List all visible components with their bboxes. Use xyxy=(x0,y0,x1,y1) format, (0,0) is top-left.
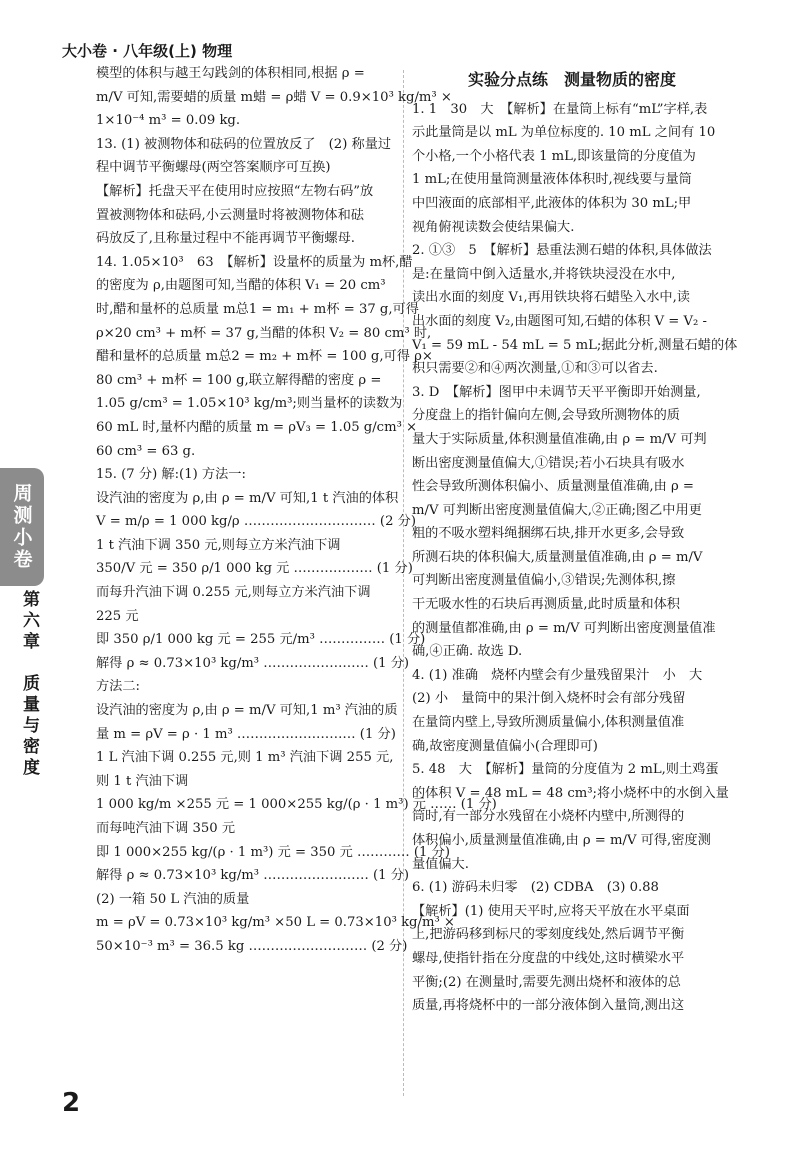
text-line: 可判断出密度测量值偏小,③错误;先测体积,擦 xyxy=(412,573,676,589)
text-line: 2. ①③ 5 【解析】悬重法测石蜡的体积,具体做法 xyxy=(412,243,712,259)
text-line: V₁ = 59 mL - 54 mL = 5 mL;据此分析,测量石蜡的体 xyxy=(412,337,738,353)
text-line: 350/V 元 = 350 ρ/1 000 kg 元 ……………… (1 分) xyxy=(96,561,413,577)
text-line: 程中调节平衡螺母(两空答案顺序可互换) xyxy=(96,160,331,176)
chapter-label: 第六章 质量与密度 xyxy=(19,590,39,779)
text-line: 1.05 g/cm³ = 1.05×10³ kg/m³;则当量杯的读数为 xyxy=(96,396,403,412)
section-title: 实验分点练 测量物质的密度 xyxy=(467,70,676,89)
text-line: 出水面的刻度 V₂,由题图可知,石蜡的体积 V = V₂ - xyxy=(412,313,707,329)
text-line: 60 mL 时,量杯内醋的质量 m = ρV₃ = 1.05 g/cm³ × xyxy=(96,419,418,435)
text-line: (2) 小 量筒中的果汁倒入烧杯时会有部分残留 xyxy=(412,691,686,707)
text-line: 中凹液面的底部相平,此液体的体积为 30 mL;甲 xyxy=(412,195,692,211)
text-line: 80 cm³ + m杯 = 100 g,联立解得醋的密度 ρ = xyxy=(96,372,382,388)
text-line: 即 350 ρ/1 000 kg 元 = 255 元/m³ …………… (1 分) xyxy=(96,632,426,648)
text-line: 3. D 【解析】图甲中未调节天平平衡即开始测量, xyxy=(412,384,701,400)
text-line: 分度盘上的指针偏向左侧,会导致所测物体的质 xyxy=(412,408,680,424)
text-line: 筒时,有一部分水残留在小烧杯内壁中,所测得的 xyxy=(412,809,685,825)
right-column xyxy=(412,62,738,1018)
text-line: 在量筒内壁上,导致所测质量偏小,体积测量值准 xyxy=(412,715,685,731)
text-line: m/V 可判断出密度测量值偏大,②正确;图乙中用更 xyxy=(412,502,702,518)
text-line: 模型的体积与越王勾践剑的体积相同,根据 ρ = xyxy=(96,66,365,81)
text-line: 而每吨汽油下调 350 元 xyxy=(96,821,236,836)
text-line: 1×10⁻⁴ m³ = 0.09 kg. xyxy=(96,113,241,129)
text-line: (2) 一箱 50 L 汽油的质量 xyxy=(96,891,250,907)
text-line: 1 mL;在使用量筒测量液体体积时,视线要与量筒 xyxy=(412,172,692,188)
text-line: 粗的不吸水塑料绳捆绑石块,排开水更多,会导致 xyxy=(412,526,685,542)
text-line: 性会导致所测体积偏小、质量测量值准确,由 ρ = xyxy=(412,479,694,495)
text-line: 而每升汽油下调 0.255 元,则每立方米汽油下调 xyxy=(96,585,371,601)
right-column-lines xyxy=(412,98,738,1018)
text-line: 设汽油的密度为 ρ,由 ρ = m/V 可知,1 t 汽油的体积 xyxy=(96,490,399,506)
text-line: 13. (1) 被测物体和砝码的位置放反了 (2) 称量过 xyxy=(96,136,392,152)
text-line: 1 000 kg/m ×255 元 = 1 000×255 kg/(ρ · 1 m³) 元 …… (1 分) xyxy=(96,797,497,813)
text-line: 设汽油的密度为 ρ,由 ρ = m/V 可知,1 m³ 汽油的质 xyxy=(96,703,398,719)
text-line: 码放反了,且称量过程中不能再调节平衡螺母. xyxy=(96,231,355,247)
text-line: 时,醋和量杯的总质量 m总1 = m₁ + m杯 = 37 g,可得 xyxy=(96,301,419,317)
text-line: 质量,再将烧杯中的一部分液体倒入量筒,测出这 xyxy=(412,998,685,1014)
text-line: 5. 48 大 【解析】量筒的分度值为 2 mL,则土鸡蛋 xyxy=(412,762,719,778)
text-line: 50×10⁻³ m³ = 36.5 kg ……………………… (2 分) xyxy=(96,938,408,954)
text-line: 1 L 汽油下调 0.255 元,则 1 m³ 汽油下调 255 元, xyxy=(96,750,394,766)
text-line: 解得 ρ ≈ 0.73×10³ kg/m³ …………………… (1 分) xyxy=(96,868,410,884)
text-line: 螺母,使指针指在分度盘的中线处,这时横梁水平 xyxy=(412,950,685,966)
text-line: m/V 可知,需要蜡的质量 m蜡 = ρ蜡 V = 0.9×10³ kg/m³ × xyxy=(96,89,452,105)
text-line: 个小格,一个小格代表 1 mL,即该量筒的分度值为 xyxy=(412,148,696,164)
text-line: 15. (7 分) 解:(1) 方法一: xyxy=(96,467,246,483)
text-line: V = m/ρ = 1 000 kg/ρ ………………………… (2 分) xyxy=(96,514,416,530)
text-line: 醋和量杯的总质量 m总2 = m₂ + m杯 = 100 g,可得 ρ× xyxy=(96,349,433,365)
text-line: 【解析】(1) 使用天平时,应将天平放在水平桌面 xyxy=(412,903,690,919)
text-line: 方法二: xyxy=(96,679,141,695)
text-line: 解得 ρ ≈ 0.73×10³ kg/m³ …………………… (1 分) xyxy=(96,655,410,671)
side-tab: 周测小卷 xyxy=(0,468,44,586)
text-line: 量值偏大. xyxy=(412,856,469,872)
text-line: 体积偏小,质量测量值准确,由 ρ = m/V 可得,密度测 xyxy=(412,833,711,848)
text-line: ρ×20 cm³ + m杯 = 37 g,当醋的体积 V₂ = 80 cm³ 时, xyxy=(96,325,432,341)
text-line: 积只需要②和④两次测量,①和③可以省去. xyxy=(412,361,658,377)
text-line: 确,故密度测量值偏小(合理即可) xyxy=(412,738,598,754)
text-line: 的密度为 ρ,由题图可知,当醋的体积 V₁ = 20 cm³ xyxy=(96,278,386,294)
text-line: 上,把游码移到标尺的零刻度线处,然后调节平衡 xyxy=(412,927,685,943)
text-line: 置被测物体和砝码,小云测量时将被测物体和砝 xyxy=(96,207,364,223)
text-line: 示此量筒是以 mL 为单位标度的. 10 mL 之间有 10 xyxy=(412,125,716,141)
running-header: 大小卷 · 八年级(上) 物理 xyxy=(62,42,233,60)
text-line: 即 1 000×255 kg/(ρ · 1 m³) 元 = 350 元 ………… (1 分) xyxy=(96,844,450,860)
text-line: 4. (1) 准确 烧杯内壁会有少量残留果汁 小 大 xyxy=(412,667,703,683)
text-line: 读出水面的刻度 V₁,再用铁块将石蜡坠入水中,读 xyxy=(412,290,690,306)
text-line: 1 t 汽油下调 350 元,则每立方米汽油下调 xyxy=(96,537,341,553)
page-number: 2 xyxy=(62,1088,81,1118)
text-line: 1. 1 30 大 【解析】在量筒上标有“mL”字样,表 xyxy=(412,101,708,117)
text-line: 【解析】托盘天平在使用时应按照“左物右码”放 xyxy=(96,183,374,199)
text-line: 则 1 t 汽油下调 xyxy=(96,773,189,789)
text-line: 断出密度测量值偏大,①错误;若小石块具有吸水 xyxy=(412,455,685,471)
text-line: 量 m = ρV = ρ · 1 m³ ……………………… (1 分) xyxy=(96,726,396,742)
text-line: m = ρV = 0.73×10³ kg/m³ ×50 L = 0.73×10³ kg/m³ × xyxy=(96,915,455,931)
text-line: 225 元 xyxy=(96,608,139,624)
text-line: 14. 1.05×10³ 63 【解析】设量杯的质量为 m杯,醋 xyxy=(96,254,413,270)
text-line: 视角俯视读数会使结果偏大. xyxy=(412,219,575,235)
text-line: 干无吸水性的石块后再测质量,此时质量和体积 xyxy=(412,597,680,613)
text-line: 的测量值都准确,由 ρ = m/V 可判断出密度测量值准 xyxy=(412,620,716,636)
text-line: 所测石块的体积偏大,质量测量值准确,由 ρ = m/V xyxy=(412,549,703,565)
text-line: 量大于实际质量,体积测量值准确,由 ρ = m/V 可判 xyxy=(412,431,707,447)
text-line: 平衡;(2) 在测量时,需要先测出烧杯和液体的总 xyxy=(412,974,681,990)
text-line: 6. (1) 游码未归零 (2) CDBA (3) 0.88 xyxy=(412,880,659,896)
text-line: 的体积 V = 48 mL = 48 cm³;将小烧杯中的水倒入量 xyxy=(412,785,729,801)
text-line: 60 cm³ = 63 g. xyxy=(96,443,196,459)
text-line: 是:在量筒中倒入适量水,并将铁块浸没在水中, xyxy=(412,266,676,282)
text-line: 确,④正确. 故选 D. xyxy=(412,644,523,660)
